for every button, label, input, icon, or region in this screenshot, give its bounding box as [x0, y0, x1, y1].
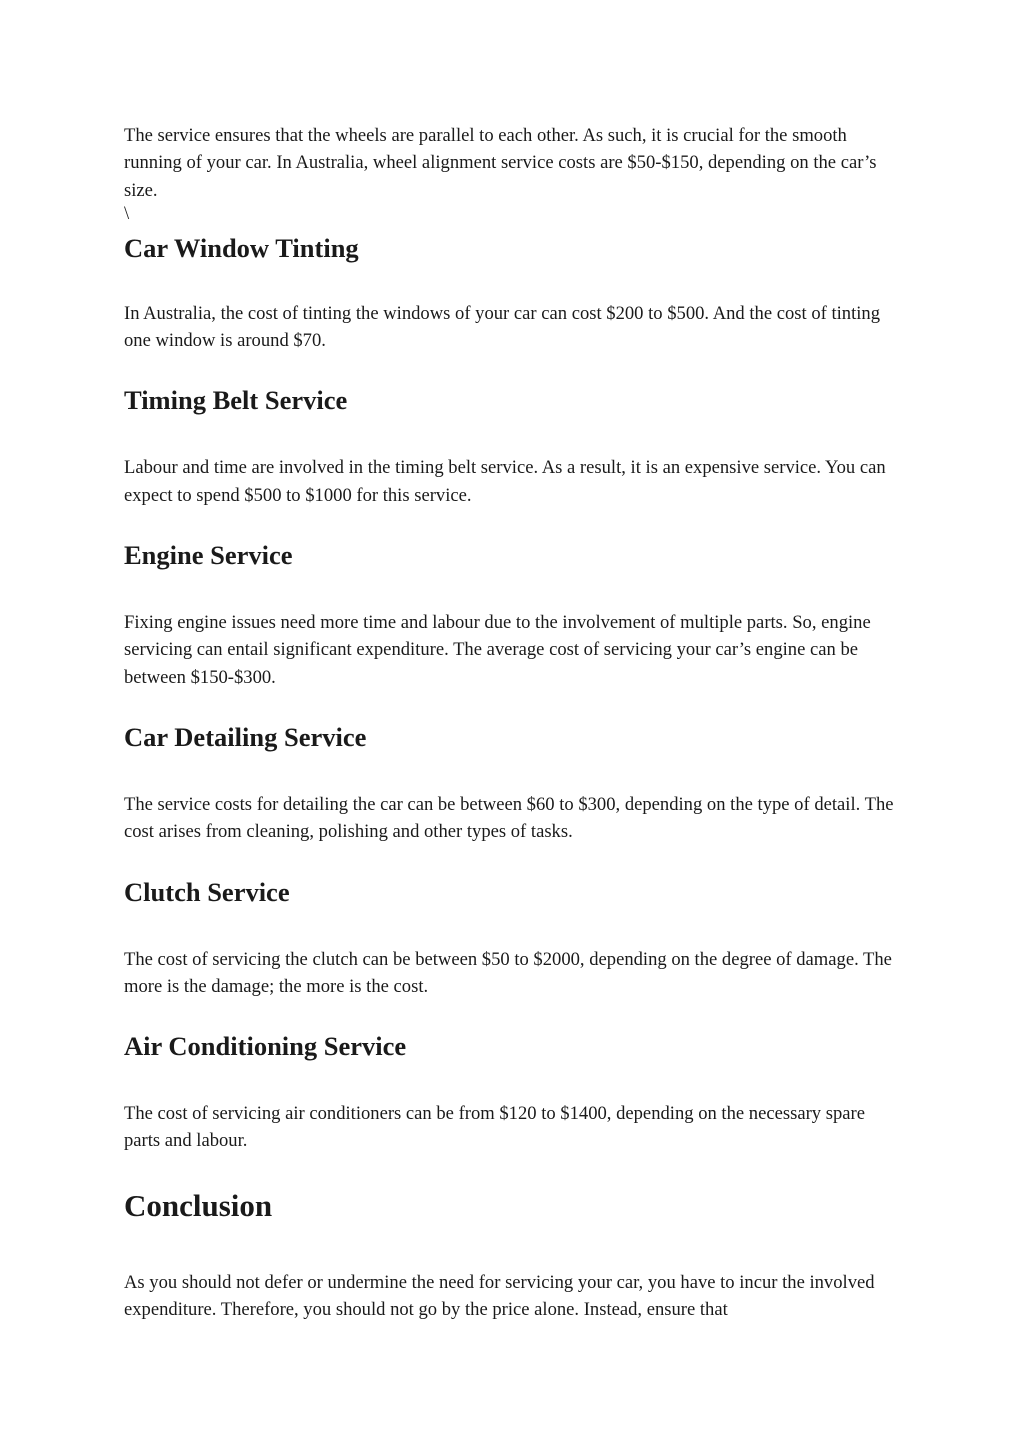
paragraph-conclusion: As you should not defer or undermine the need for servicing your car, you have to incur the involved expenditure. Therefore, you should not go by the price alone. Instead, ensure that — [124, 1271, 875, 1321]
heading-car-window-tinting: Car Window Tinting — [124, 232, 359, 263]
document-page — [124, 122, 904, 1323]
heading-timing-belt-service: Timing Belt Service — [124, 385, 348, 416]
paragraph-clutch-service: The cost of servicing the clutch can be between $50 to $2000, depending on the degree of damage. The more is the damage; the more is the cost. — [124, 948, 892, 997]
paragraph-air-conditioning-service: The cost of servicing air conditioners can be from $120 to $1400, depending on the necessary spare parts and labour. — [124, 1103, 865, 1152]
heading-air-conditioning-service: Air Conditioning Service — [124, 1031, 407, 1062]
paragraph-car-detailing-service: The service costs for detailing the car can be between $60 to $300, depending on the type of detail. The cost arises from cleaning, polishing and other types of tasks. — [124, 793, 894, 843]
heading-clutch-service: Clutch Service — [124, 876, 290, 907]
intro-paragraph: The service ensures that the wheels are parallel to each other. As such, it is crucial for the smooth running of your car. In Australia, wheel alignment service costs are $50-$150, depending on the car’s size. — [124, 125, 877, 201]
paragraph-car-window-tinting: In Australia, the cost of tinting the windows of your car can cost $200 to $500. And the cost of tinting one window is around $70. — [124, 302, 881, 352]
paragraph-timing-belt-service: Labour and time are involved in the timing belt service. As a result, it is an expensive service. You can expect to spend $500 to $1000 for this service. — [124, 457, 886, 506]
stray-backslash: \ — [124, 202, 130, 224]
paragraph-engine-service: Fixing engine issues need more time and labour due to the involvement of multiple parts. So, engine servicing can entail significant expenditure. The average cost of servicing your car’s engine can be between $150-$300. — [124, 612, 871, 688]
heading-car-detailing-service: Car Detailing Service — [124, 721, 367, 752]
heading-conclusion: Conclusion — [124, 1187, 273, 1223]
heading-engine-service: Engine Service — [124, 540, 293, 571]
